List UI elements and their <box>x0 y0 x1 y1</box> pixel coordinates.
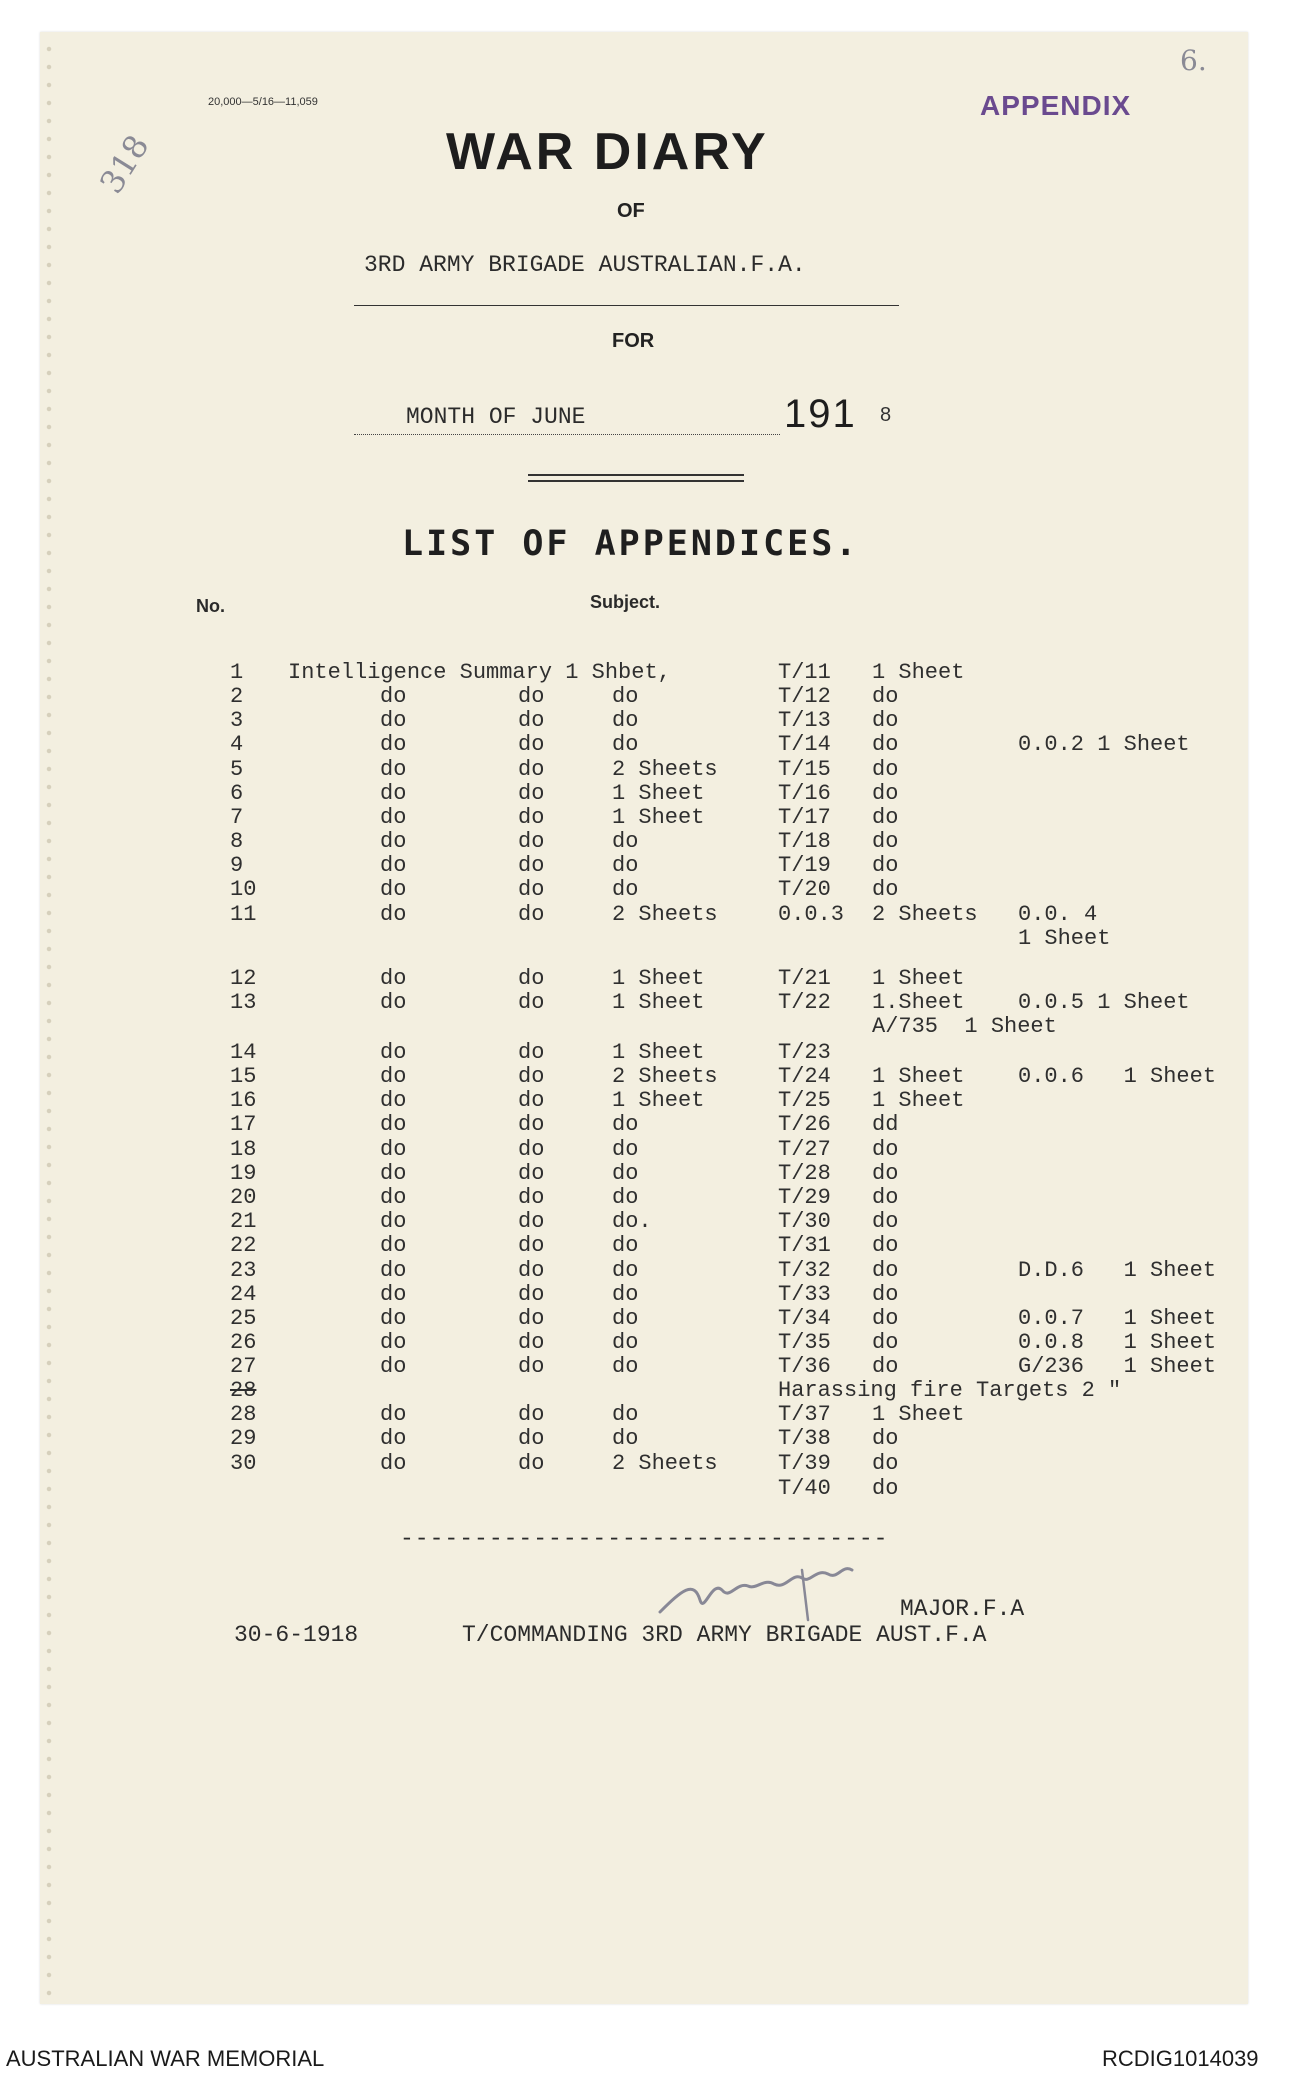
list-item <box>0 1014 1291 1038</box>
reference-sheets-col: do <box>872 1258 899 1283</box>
subject-col-b: do <box>518 1088 545 1113</box>
list-item <box>0 1426 1291 1450</box>
subject-col-a: do <box>380 966 407 991</box>
subject-col-a: do <box>380 781 407 806</box>
row-number: 27 <box>230 1354 257 1379</box>
month-text: MONTH OF JUNE <box>406 404 586 430</box>
subject-col-b: do <box>518 1161 545 1186</box>
reference-sheets-col: do <box>872 1282 899 1307</box>
list-item <box>0 732 1291 756</box>
reference-col: T/28 <box>778 1161 831 1186</box>
subject-col-b: do <box>518 1451 545 1476</box>
sheets-col: do <box>612 1161 639 1186</box>
list-item <box>0 805 1291 829</box>
row-number: 4 <box>230 732 244 757</box>
subject-col-a: do <box>380 708 407 733</box>
reference-col: T/21 <box>778 966 831 991</box>
reference-col: T/23 <box>778 1040 831 1065</box>
reference-col: T/37 <box>778 1402 831 1427</box>
subject-col-b: do <box>518 757 545 782</box>
page-title: WAR DIARY <box>446 123 769 181</box>
reference-col: T/25 <box>778 1088 831 1113</box>
unit-name: 3RD ARMY BRIGADE AUSTRALIAN.F.A. <box>364 252 806 278</box>
list-item <box>0 757 1291 781</box>
year-digit: 8 <box>880 404 892 426</box>
list-item <box>0 1088 1291 1112</box>
subject-col-b: do <box>518 684 545 709</box>
reference-sheets-col: do <box>872 1161 899 1186</box>
row-number: 17 <box>230 1112 257 1137</box>
reference-sheets-col: do <box>872 1306 899 1331</box>
subject-col-a: do <box>380 1161 407 1186</box>
row-number: 28 <box>230 1378 257 1403</box>
sheets-col: do <box>612 1112 639 1137</box>
reference-sheets-col: do <box>872 1330 899 1355</box>
row-number: 1 <box>230 660 244 685</box>
row-number: 10 <box>230 877 257 902</box>
sheets-col: do <box>612 1330 639 1355</box>
subject-col-b: do <box>518 805 545 830</box>
subject-col-a: do <box>380 990 407 1015</box>
sheets-col: do <box>612 1306 639 1331</box>
sheets-col: 2 Sheets <box>612 1064 718 1089</box>
list-item <box>0 684 1291 708</box>
signatory-rank: MAJOR.F.A <box>900 1596 1025 1622</box>
subject-col-b: do <box>518 1402 545 1427</box>
reference-col: T/38 <box>778 1426 831 1451</box>
subject-col-a: do <box>380 684 407 709</box>
subject-col-a: do <box>380 829 407 854</box>
dash-rule: --------------------------------- <box>400 1526 889 1552</box>
subject-col-b: do <box>518 1233 545 1258</box>
list-item <box>0 1209 1291 1233</box>
subject-col-a: do <box>380 1426 407 1451</box>
extra-reference-col: 0.0. 4 <box>1018 902 1098 927</box>
subject-col-b: do <box>518 990 545 1015</box>
row-number: 7 <box>230 805 244 830</box>
row-number: 11 <box>230 902 257 927</box>
reference-sheets-col: 1 Sheet <box>872 660 965 685</box>
row-number: 3 <box>230 708 244 733</box>
print-number: 20,000—5/16—11,059 <box>208 96 318 108</box>
reference-col: T/20 <box>778 877 831 902</box>
signatory-role: T/COMMANDING 3RD ARMY BRIGADE AUST.F.A <box>462 1622 987 1648</box>
subject-col-a: do <box>380 1451 407 1476</box>
list-item <box>0 829 1291 853</box>
row-number: 20 <box>230 1185 257 1210</box>
sheets-col: do <box>612 1354 639 1379</box>
sheets-col: do <box>612 1426 639 1451</box>
subject-col-b: do <box>518 1209 545 1234</box>
subject-col-b: do <box>518 1426 545 1451</box>
footer-record-id: RCDIG1014039 <box>1102 2046 1259 2071</box>
subject-col-b: do <box>518 1354 545 1379</box>
reference-col: T/15 <box>778 757 831 782</box>
list-item <box>0 1451 1291 1475</box>
sheets-col: do <box>612 1185 639 1210</box>
subject-col-a: do <box>380 877 407 902</box>
sheets-col: do <box>612 1137 639 1162</box>
sheets-col: 1 Sheet <box>612 1040 705 1065</box>
list-item <box>0 1476 1291 1500</box>
reference-sheets-col: do <box>872 829 899 854</box>
sheets-col: 2 Sheets <box>612 902 718 927</box>
reference-sheets-col: do <box>872 1476 899 1501</box>
reference-col: T/40 <box>778 1476 831 1501</box>
reference-sheets-col: do <box>872 1451 899 1476</box>
subject-col-b: do <box>518 1137 545 1162</box>
subject-col-a: do <box>380 1330 407 1355</box>
subject-col-a: do <box>380 1209 407 1234</box>
reference-col: T/33 <box>778 1282 831 1307</box>
appendix-stamp: APPENDIX <box>980 90 1132 121</box>
extra-reference-col: 0.0.5 1 Sheet <box>1018 990 1190 1015</box>
sheets-col: do <box>612 1258 639 1283</box>
reference-sheets-col: do <box>872 1426 899 1451</box>
list-item <box>0 1112 1291 1136</box>
reference-sheets-col: do <box>872 853 899 878</box>
reference-col: T/13 <box>778 708 831 733</box>
reference-col: T/35 <box>778 1330 831 1355</box>
list-item <box>0 781 1291 805</box>
reference-col: T/14 <box>778 732 831 757</box>
subject-col-a: do <box>380 805 407 830</box>
subject-col-b: do <box>518 1064 545 1089</box>
list-item <box>0 902 1291 926</box>
sheets-col: 1 Sheet <box>612 805 705 830</box>
subject-col-a: do <box>380 1185 407 1210</box>
for-label: FOR <box>612 330 655 352</box>
list-item <box>0 990 1291 1014</box>
subject-col-b: do <box>518 966 545 991</box>
column-no: No. <box>196 596 225 616</box>
reference-col: T/39 <box>778 1451 831 1476</box>
reference-col: T/12 <box>778 684 831 709</box>
sheets-col: 1 Sheet <box>612 966 705 991</box>
subject-col-a: do <box>380 1258 407 1283</box>
row-number: 18 <box>230 1137 257 1162</box>
subject-col-a: do <box>380 902 407 927</box>
reference-col: T/34 <box>778 1306 831 1331</box>
subject-col-b: do <box>518 1040 545 1065</box>
subject-col-b: do <box>518 1112 545 1137</box>
unit-underline <box>354 305 899 306</box>
reference-sheets-col: do <box>872 781 899 806</box>
subject-col-b: do <box>518 1330 545 1355</box>
list-item <box>0 1258 1291 1282</box>
subject-col-a: do <box>380 757 407 782</box>
subject-col-b: do <box>518 1282 545 1307</box>
subject-col-a: do <box>380 1402 407 1427</box>
extra-reference-col: D.D.6 1 Sheet <box>1018 1258 1217 1283</box>
row-number: 30 <box>230 1451 257 1476</box>
list-item <box>0 708 1291 732</box>
row-number: 26 <box>230 1330 257 1355</box>
sheets-col: do <box>612 1282 639 1307</box>
first-row-subject: Intelligence Summary 1 Shbet, <box>288 660 671 685</box>
row-number: 22 <box>230 1233 257 1258</box>
reference-sheets-col: do <box>872 805 899 830</box>
list-item <box>0 1306 1291 1330</box>
reference-sheets-col: do <box>872 757 899 782</box>
row-number: 8 <box>230 829 244 854</box>
sheets-col: 2 Sheets <box>612 757 718 782</box>
sheets-col: do <box>612 853 639 878</box>
sheets-col: do <box>612 684 639 709</box>
reference-col: T/16 <box>778 781 831 806</box>
row-number: 16 <box>230 1088 257 1113</box>
reference-col: T/18 <box>778 829 831 854</box>
subject-col-a: do <box>380 1233 407 1258</box>
list-item <box>0 1185 1291 1209</box>
list-item <box>0 1161 1291 1185</box>
subject-col-b: do <box>518 781 545 806</box>
reference-col: T/22 <box>778 990 831 1015</box>
subject-col-a: do <box>380 1282 407 1307</box>
list-item <box>0 1330 1291 1354</box>
row-number: 12 <box>230 966 257 991</box>
subject-col-b: do <box>518 732 545 757</box>
row-number: 9 <box>230 853 244 878</box>
reference-col: T/27 <box>778 1137 831 1162</box>
reference-sheets-col: do <box>872 684 899 709</box>
row-number: 24 <box>230 1282 257 1307</box>
reference-col: T/31 <box>778 1233 831 1258</box>
reference-sheets-col: do <box>872 1233 899 1258</box>
subject-col-b: do <box>518 853 545 878</box>
of-label: OF <box>617 200 645 222</box>
reference-col: T/36 <box>778 1354 831 1379</box>
subject-col-b: do <box>518 1306 545 1331</box>
reference-col: T/26 <box>778 1112 831 1137</box>
subject-col-b: do <box>518 829 545 854</box>
sheets-col: do <box>612 877 639 902</box>
year-prefix: 191 <box>784 392 857 436</box>
list-item <box>0 1354 1291 1378</box>
row-number: 25 <box>230 1306 257 1331</box>
row-number: 15 <box>230 1064 257 1089</box>
row-number: 2 <box>230 684 244 709</box>
sheets-col: do <box>612 708 639 733</box>
subject-col-a: do <box>380 1306 407 1331</box>
subject-col-a: do <box>380 853 407 878</box>
reference-sheets-col: 2 Sheets <box>872 902 978 927</box>
extra-reference-col: 0.0.6 1 Sheet <box>1018 1064 1217 1089</box>
row-number: 29 <box>230 1426 257 1451</box>
reference-sheets-col: 1 Sheet <box>872 966 965 991</box>
sheets-col: 1 Sheet <box>612 1088 705 1113</box>
reference-sheets-col: 1 Sheet <box>872 1064 965 1089</box>
row-number: 21 <box>230 1209 257 1234</box>
reference-sheets-col: do <box>872 1137 899 1162</box>
reference-col: 0.0.3 <box>778 902 845 927</box>
subject-col-a: do <box>380 1040 407 1065</box>
reference-sheets-col: 1 Sheet <box>872 1088 965 1113</box>
sheets-col: do <box>612 732 639 757</box>
list-item <box>0 1137 1291 1161</box>
subject-col-a: do <box>380 1112 407 1137</box>
column-subject: Subject. <box>590 592 661 612</box>
reference-sheets-col: do <box>872 708 899 733</box>
extra-reference-col: 0.0.7 1 Sheet <box>1018 1306 1217 1331</box>
subject-col-b: do <box>518 1258 545 1283</box>
subject-col-b: do <box>518 1185 545 1210</box>
sheets-col: 2 Sheets <box>612 1451 718 1476</box>
reference-sheets-col: 1.Sheet <box>872 990 965 1015</box>
sheets-col: 1 Sheet <box>612 990 705 1015</box>
extra-reference-col: 0.0.8 1 Sheet <box>1018 1330 1217 1355</box>
subject-col-a: do <box>380 732 407 757</box>
reference-sheets-col: 1 Sheet <box>872 1402 965 1427</box>
list-item <box>0 877 1291 901</box>
reference-col: T/19 <box>778 853 831 878</box>
footer-archive: AUSTRALIAN WAR MEMORIAL <box>6 2046 325 2071</box>
list-heading: LIST OF APPENDICES. <box>402 524 860 564</box>
subject-col-b: do <box>518 902 545 927</box>
row-number: 19 <box>230 1161 257 1186</box>
sheets-col: do. <box>612 1209 652 1234</box>
reference-col: T/29 <box>778 1185 831 1210</box>
reference-sheets-col: do <box>872 1209 899 1234</box>
reference-sheets-col: do <box>872 1354 899 1379</box>
reference-sheets-col: A/735 1 Sheet <box>872 1014 1057 1039</box>
reference-col: T/17 <box>778 805 831 830</box>
double-rule <box>528 474 744 482</box>
page-number: 6. <box>1180 44 1207 77</box>
subject-col-b: do <box>518 708 545 733</box>
reference-col: T/11 <box>778 660 831 685</box>
reference-col: T/32 <box>778 1258 831 1283</box>
row-number: 6 <box>230 781 244 806</box>
signature <box>652 1560 862 1630</box>
month-underline <box>354 434 780 435</box>
archive-number: 318 <box>92 128 157 201</box>
sheets-col: 1 Sheet <box>612 781 705 806</box>
reference-sheets-col: do <box>872 1185 899 1210</box>
sheets-col: do <box>612 1233 639 1258</box>
reference-sheets-col: do <box>872 877 899 902</box>
list-item <box>0 966 1291 990</box>
subject-col-a: do <box>380 1137 407 1162</box>
reference-col: T/24 <box>778 1064 831 1089</box>
list-item <box>0 1064 1291 1088</box>
sheets-col: do <box>612 1402 639 1427</box>
reference-col: T/30 <box>778 1209 831 1234</box>
subject-col-a: do <box>380 1354 407 1379</box>
row-number: 14 <box>230 1040 257 1065</box>
signature-date: 30-6-1918 <box>234 1622 359 1648</box>
extra-reference-col: G/236 1 Sheet <box>1018 1354 1217 1379</box>
list-item <box>0 1378 1291 1402</box>
subject-col-b: do <box>518 877 545 902</box>
row-number: 23 <box>230 1258 257 1283</box>
subject-col-a: do <box>380 1088 407 1113</box>
extra-reference-col: 1 Sheet <box>1018 926 1111 951</box>
list-item <box>0 1402 1291 1426</box>
list-item <box>0 1233 1291 1257</box>
list-item <box>0 660 1291 684</box>
row-number: 5 <box>230 757 244 782</box>
list-item <box>0 853 1291 877</box>
row-number: 28 <box>230 1402 257 1427</box>
extra-reference-col: 0.0.2 1 Sheet <box>1018 732 1190 757</box>
subject-col-a: do <box>380 1064 407 1089</box>
list-item <box>0 926 1291 950</box>
list-item <box>0 1040 1291 1064</box>
list-item <box>0 1282 1291 1306</box>
reference-sheets-col: dd <box>872 1112 899 1137</box>
reference-sheets-col: do <box>872 732 899 757</box>
sheets-col: do <box>612 829 639 854</box>
reference-col: Harassing fire Targets 2 " <box>778 1378 1122 1403</box>
row-number: 13 <box>230 990 257 1015</box>
